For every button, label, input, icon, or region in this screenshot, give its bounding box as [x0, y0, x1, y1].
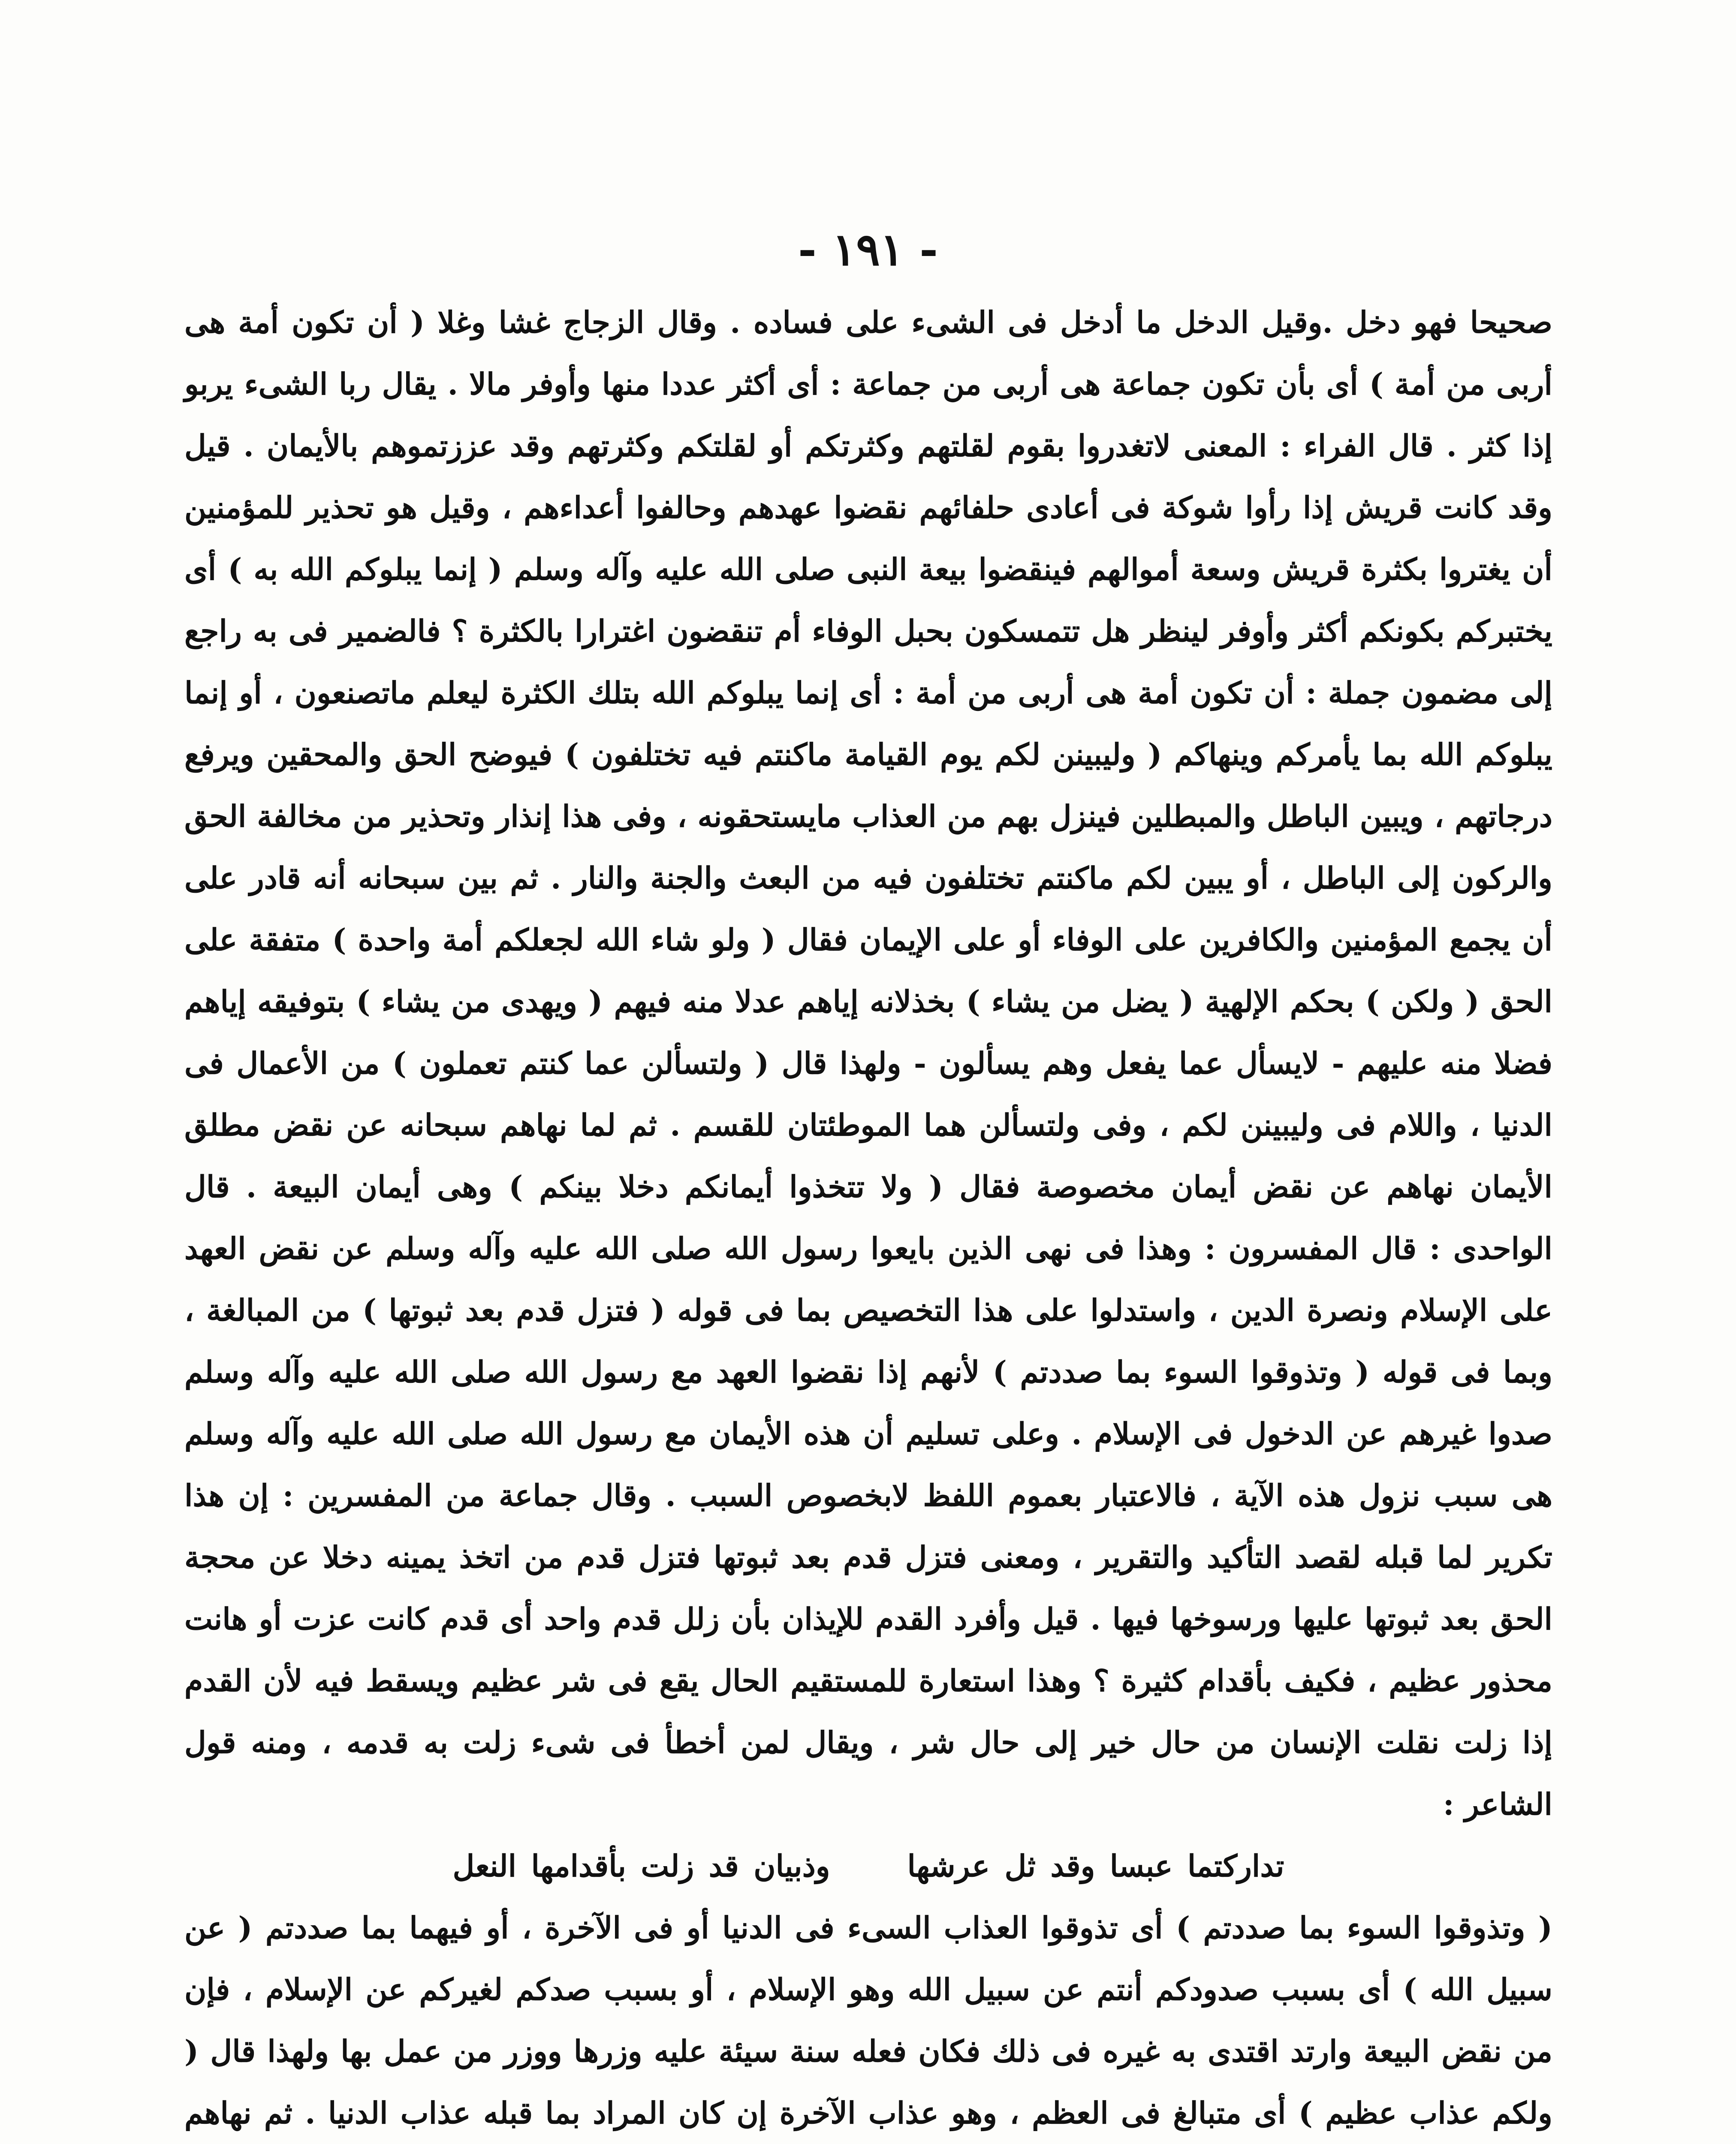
verse-second-hemistich: وذبيان قد زلت بأقدامها النعل [452, 1848, 830, 1884]
body-text [184, 292, 1552, 2144]
paragraph: صحيحا فهو دخل .وقيل الدخل ما أدخل فى الشىء على فساده . وقال الزجاج غشا وغلا ( أن تكون أمة هى أربى من أمة ) أى بأن تكون جماعة هى أربى من جماعة : أى أكثر عددا منها وأوفر مالا . يقال ربا الشىء يربو إذا كثر . قال الفراء : المعنى لاتغدروا بقوم لقلتهم وكثرتكم أو لقلتكم وكثرتهم وقد عززتموهم بالأيمان . قيل وقد كانت قريش إذا رأوا شوكة فى أعادى حلفائهم نقضوا عهدهم وحالفوا أعداءهم ، وقيل هو تحذير للمؤمنين أن يغتروا بكثرة قريش وسعة أموالهم فينقضوا بيعة النبى صلى الله عليه وآله وسلم ( إنما يبلوكم الله به ) أى يختبركم بكونكم أكثر وأوفر لينظر هل تتمسكون بحبل الوفاء أم تنقضون اغترارا بالكثرة ؟ فالضمير فى به راجع إلى مضمون جملة : أن تكون أمة هى أربى من أمة : أى إنما يبلوكم الله بتلك الكثرة ليعلم ماتصنعون ، أو إنما يبلوكم الله بما يأمركم وينهاكم ( وليبينن لكم يوم القيامة ماكنتم فيه تختلفون ) فيوضح الحق والمحقين ويرفع درجاتهم ، ويبين الباطل والمبطلين فينزل بهم من العذاب مايستحقونه ، وفى هذا إنذار وتحذير من مخالفة الحق والركون إلى الباطل ، أو يبين لكم ماكنتم تختلفون فيه من البعث والجنة والنار . ثم بين سبحانه أنه قادر على أن يجمع المؤمنين والكافرين على الوفاء أو على الإيمان فقال ( ولو شاء الله لجعلكم أمة واحدة ) متفقة على الحق ( ولكن ) بحكم الإلهية ( يضل من يشاء ) بخذلانه إياهم عدلا منه فيهم ( ويهدى من يشاء ) بتوفيقه إياهم فضلا منه عليهم - لايسأل عما يفعل وهم يسألون - ولهذا قال ( ولتسألن عما كنتم تعملون ) من الأعمال فى الدنيا ، واللام فى وليبينن لكم ، وفى ولتسألن هما الموطئتان للقسم . ثم لما نهاهم سبحانه عن نقض مطلق الأيمان نهاهم عن نقض أيمان مخصوصة فقال ( ولا تتخذوا أيمانكم دخلا بينكم ) وهى أيمان البيعة . قال الواحدى : قال المفسرون : وهذا فى نهى الذين بايعوا رسول الله صلى الله عليه وآله وسلم عن نقض العهد على الإسلام ونصرة الدين ، واستدلوا على هذا التخصيص بما فى قوله ( فتزل قدم بعد ثبوتها ) من المبالغة ، وبما فى قوله ( وتذوقوا السوء بما صددتم ) لأنهم إذا نقضوا العهد مع رسول الله صلى الله عليه وآله وسلم صدوا غيرهم عن الدخول فى الإسلام . وعلى تسليم أن هذه الأيمان مع رسول الله صلى الله عليه وآله وسلم هى سبب نزول هذه الآية ، فالاعتبار بعموم اللفظ لابخصوص السبب . وقال جماعة من المفسرين : إن هذا تكرير لما قبله لقصد التأكيد والتقرير ، ومعنى فتزل قدم بعد ثبوتها فتزل قدم من اتخذ يمينه دخلا عن محجة الحق بعد ثبوتها عليها ورسوخها فيها . قيل وأفرد القدم للإيذان بأن زلل قدم واحد أى قدم كانت عزت أو هانت محذور عظيم ، فكيف بأقدام كثيرة ؟ وهذا استعارة للمستقيم الحال يقع فى شر عظيم ويسقط فيه لأن القدم إذا زلت نقلت الإنسان من حال خير إلى حال شر ، ويقال لمن أخطأ فى شىء زلت به قدمه ، ومنه قول الشاعر : [184, 304, 1553, 1822]
page-number: - ١٩١ - [798, 223, 938, 276]
verse-first-hemistich: تداركتما عبسا وقد ثل عرشها [907, 1848, 1284, 1884]
paragraph: ( وتذوقوا السوء بما صددتم ) أى تذوقوا العذاب السىء فى الدنيا أو فى الآخرة ، أو فيهما بما صددتم ( عن سبيل الله ) أى بسبب صدودكم أنتم عن سبيل الله وهو الإسلام ، أو بسبب صدكم لغيركم عن الإسلام ، فإن من نقض البيعة وارتد اقتدى به غيره فى ذلك فكان فعله سنة سيئة عليه وزرها ووزر من عمل بها ولهذا قال ( ولكم عذاب عظيم ) أى متبالغ فى العظم ، وهو عذاب الآخرة إن كان المراد بما قبله عذاب الدنيا . ثم نهاهم [184, 1910, 1552, 2131]
poetry-verse [184, 1835, 1552, 1897]
